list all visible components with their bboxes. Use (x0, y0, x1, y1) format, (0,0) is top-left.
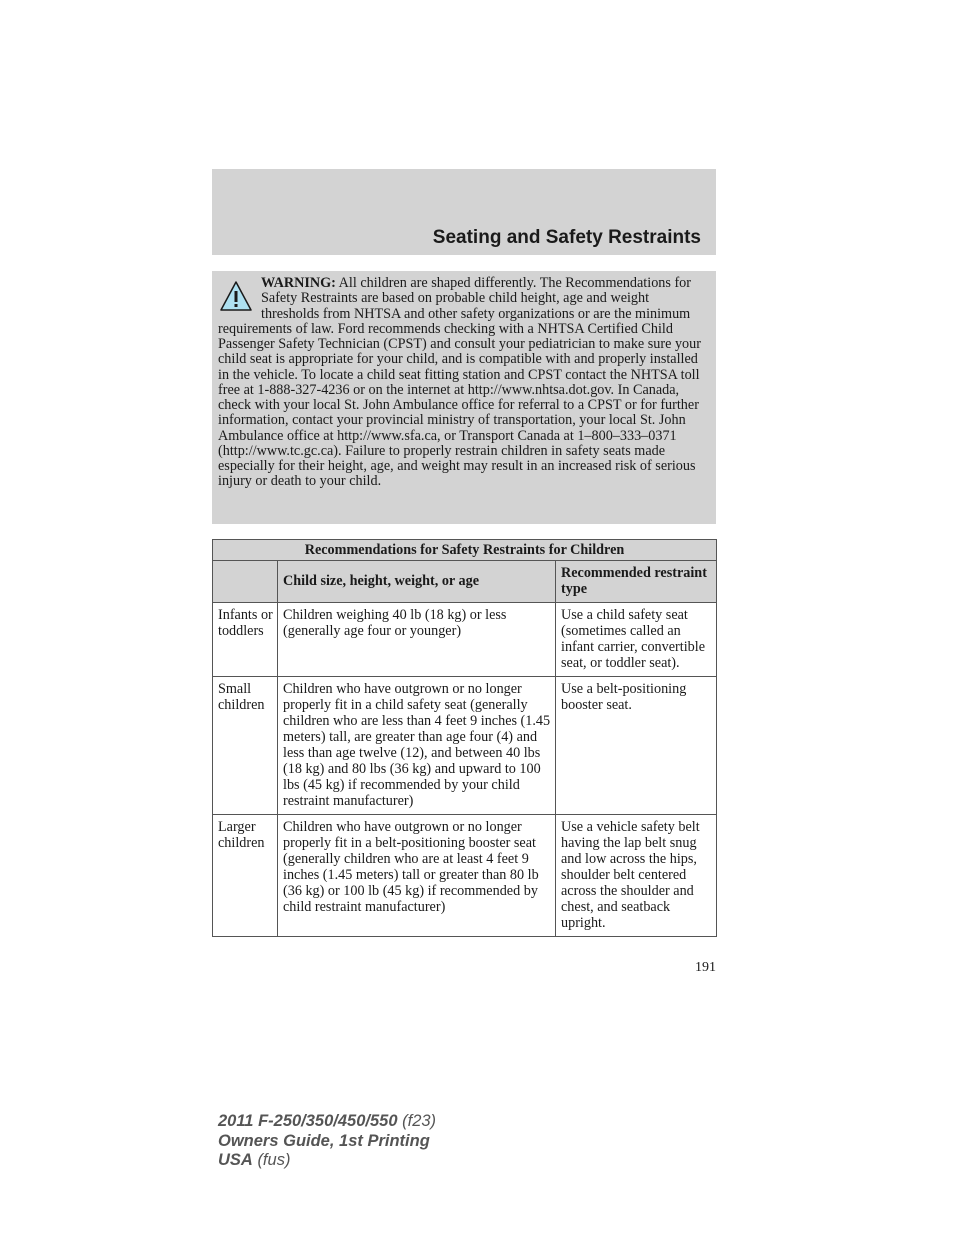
row-size: Children weighing 40 lb (18 kg) or less (generally age four or younger) (278, 603, 556, 677)
warning-box (212, 271, 716, 524)
table-title: Recommendations for Safety Restraints for Children (213, 540, 717, 561)
row-category: Larger children (213, 815, 278, 937)
row-size: Children who have outgrown or no longer properly fit in a belt-positioning booster seat (generally children who are at least 4 feet 9 inches (1.45 meters) tall or greater than 80 lb (36 kg) or 100 lb (45 kg) if recommended by child restraint manufacturer) (278, 815, 556, 937)
section-title: Seating and Safety Restraints (432, 227, 701, 248)
document-footer (218, 1112, 436, 1171)
table-title-row (213, 540, 717, 561)
row-category: Infants or toddlers (213, 603, 278, 677)
warning-triangle-icon (220, 280, 252, 312)
footer-line-edition: Owners Guide, 1st Printing (218, 1131, 430, 1150)
header-category (213, 561, 278, 603)
table-row (213, 677, 717, 815)
page-number: 191 (695, 960, 716, 975)
footer-market: USA (218, 1151, 253, 1169)
footer-model-code: (f23) (402, 1112, 437, 1130)
row-category: Small children (213, 677, 278, 815)
header-restraint-type: Recommended restraint type (556, 561, 717, 603)
table-header-row (213, 561, 717, 603)
section-header-band (212, 169, 716, 255)
row-restraint: Use a vehicle safety belt having the lap belt snug and low across the hips, shoulder belt centered across the shoulder and chest, and seatback upright. (556, 815, 717, 937)
footer-line-market (218, 1151, 436, 1171)
warning-body: All children are shaped differently. The Recommendations for Safety Restraints are based on probable child height, age and weight thresholds from NHTSA and other safety organizations or are the minimum requirements of law. Ford recommends checking with a NHTSA Certified Child Passenger Safety Technician (CPST) and consult your pediatrician to make sure your child seat is appropriate for your child, and is compatible with and properly installed in the vehicle. To locate a child seat fitting station and CPST contact the NHTSA toll free at 1-888-327-4236 or on the internet at http://www.nhtsa.dot.gov. In Canada, check with your local St. John Ambulance office for referral to a CPST or for further information, contact your provincial ministry of transportation, your local St. John Ambulance office at http://www.sfa.ca, or Transport Canada at 1–800–333–0371 (http://www.tc.gc.ca). Failure to properly restrain children in safety seats made especially for their height, age, and weight may result in an increased risk of serious injury or death to your child. (218, 275, 701, 490)
warning-label: WARNING: (261, 275, 336, 291)
footer-market-code: (fus) (257, 1151, 291, 1169)
footer-model: 2011 F-250/350/450/550 (218, 1112, 398, 1130)
row-size: Children who have outgrown or no longer properly fit in a child safety seat (generally children who are less than 4 feet 9 inches (1.45 meters) tall, are greater than age four (4) and less than age twelve (12), and between 40 lbs (18 kg) and 80 lbs (36 kg) and upward to 100 lbs (45 kg) if recommended by your child restraint manufacturer) (278, 677, 556, 815)
table-row (213, 815, 717, 937)
table-row (213, 603, 717, 677)
row-restraint: Use a child safety seat (sometimes called an infant carrier, convertible seat, or toddler seat). (556, 603, 717, 677)
restraint-recommendations-table (212, 539, 717, 937)
warning-paragraph (218, 276, 710, 490)
header-child-size: Child size, height, weight, or age (278, 561, 556, 603)
footer-line-model (218, 1112, 436, 1132)
row-restraint: Use a belt-positioning booster seat. (556, 677, 717, 815)
